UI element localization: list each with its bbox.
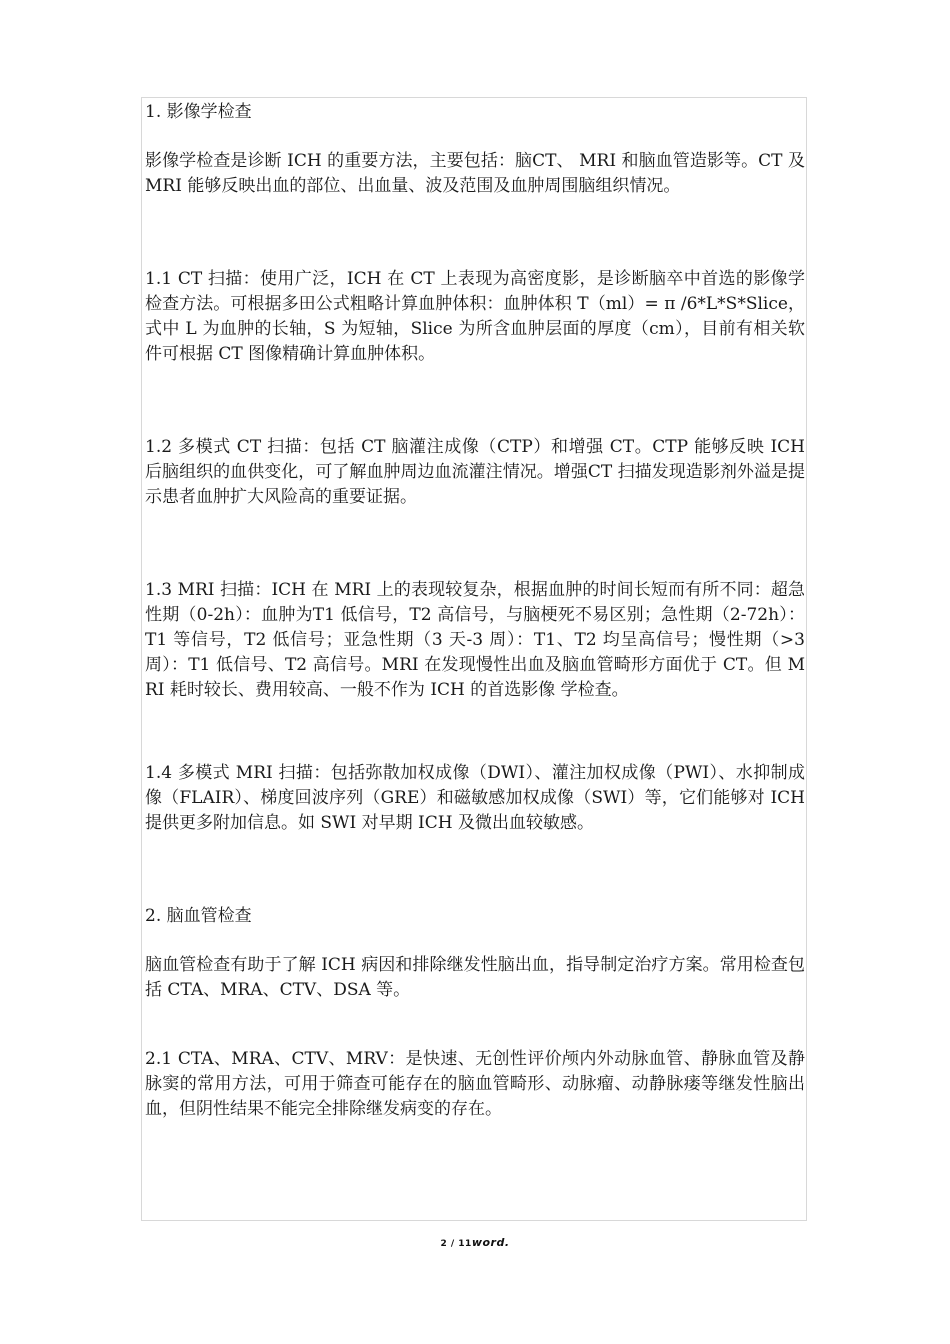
paragraph-multimodal-mri: 1.4 多模式 MRI 扫描：包括弥散加权成像（DWI）、灌注加权成像（PWI）、水抑制成像（FLAIR）、梯度回波序列（GRE）和磁敏感加权成像（SWI）等，它们能够对 ICH 提供更多附加信息。如 SWI 对早期 ICH 及微出血较敏感。 — [145, 763, 805, 833]
paragraph-cerebrovascular-intro: 脑血管检查有助于了解 ICH 病因和排除继发性脑出血，指导制定治疗方案。常用检查包括 CTA、MRA、CTV、DSA 等。 — [145, 955, 805, 1000]
paragraph-ct-scan: 1.1 CT 扫描：使用广泛，ICH 在 CT 上表现为高密度影，是诊断脑卒中首选的影像学检查方法。可根据多田公式粗略计算血肿体积：血肿体积 T（ml）= π /6*L*S*Slice，式中 L 为血肿的长轴，S 为短轴，Slice 为所含血肿层面的厚度（cm），目前有相关软件可根据 CT 图像精确计算血肿体积。 — [145, 269, 805, 364]
faded-background-text — [145, 703, 805, 743]
paragraph-imaging-intro: 影像学检查是诊断 ICH 的重要方法，主要包括：脑CT、 MRI 和脑血管造影等。CT 及 MRI 能够反映出血的部位、出血量、波及范围及血肿周围脑组织情况。 — [145, 151, 805, 196]
section-heading-imaging: 1. 影像学检查 — [145, 102, 252, 122]
faded-background-text — [145, 836, 805, 886]
faded-background-text — [145, 367, 805, 417]
faded-background-text — [145, 1122, 805, 1172]
page-footer — [0, 1236, 950, 1249]
paragraph-cta-mra: 2.1 CTA、MRA、CTV、MRV：是快速、无创性评价颅内外动脉血管、静脉血管及静脉窦的常用方法，可用于筛查可能存在的脑血管畸形、动脉瘤、动静脉瘘等继发性脑出血，但阴性结果不能完全排除继发病变的存在。 — [145, 1049, 805, 1119]
page-separator: / — [450, 1239, 455, 1249]
paragraph-multimodal-ct: 1.2 多模式 CT 扫描：包括 CT 脑灌注成像（CTP）和增强 CT。CTP 能够反映 ICH 后脑组织的血供变化，可了解血肿周边血流灌注情况。增强CT 扫描发现造影剂外溢是提示患者血肿扩大风险高的重要证据。 — [145, 437, 805, 507]
faded-background-text — [145, 199, 805, 249]
page-number: 2 — [440, 1239, 448, 1249]
section-heading-cerebrovascular: 2. 脑血管检查 — [145, 906, 252, 926]
brand-label: word. — [471, 1236, 510, 1249]
paragraph-mri-scan: 1.3 MRI 扫描：ICH 在 MRI 上的表现较复杂，根据血肿的时间长短而有所不同：超急性期（0-2h）：血肿为T1 低信号，T2 高信号，与脑梗死不易区别；急性期（2-72h）：T1 等信号，T2 低信号；亚急性期（3 天-3 周）：T1、T2 均呈高信号；慢性期（>3 周）：T1 低信号、T2 高信号。MRI 在发现慢性出血及脑血管畸形方面优于 CT。但 MRI 耗时较长、费用较高、一般不作为 ICH 的首选影像 学检查。 — [145, 580, 805, 700]
document-body — [145, 98, 805, 1172]
faded-background-text — [145, 510, 805, 560]
total-pages: 11 — [458, 1239, 472, 1249]
faded-background-text — [145, 1003, 805, 1029]
